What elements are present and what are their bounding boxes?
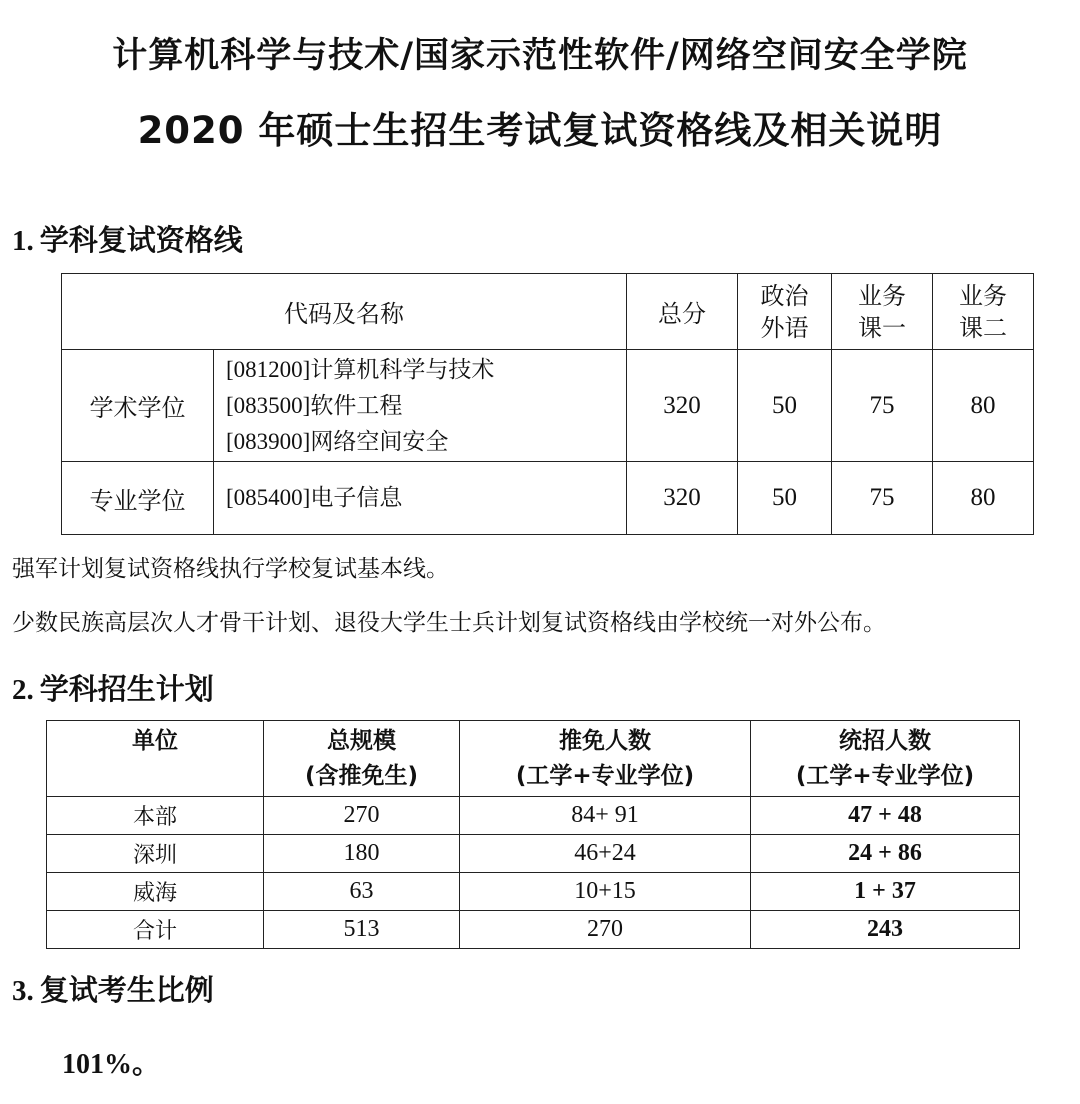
unified-count: 47 + 48: [751, 797, 1020, 835]
total-scale: 513: [264, 911, 460, 949]
unified-count: 243: [751, 911, 1020, 949]
unit-name: 本部: [47, 797, 264, 835]
degree-type: 学术学位: [62, 350, 214, 462]
section-title: 复试考生比例: [39, 973, 214, 1007]
recommended-count: 84+ 91: [460, 797, 751, 835]
section-heading-3: [12, 968, 214, 1009]
total-scale: 270: [264, 797, 460, 835]
qualification-line-table: [61, 273, 1034, 535]
section-heading-1: [12, 218, 243, 259]
header-total-scale: 总规模 (含推免生): [264, 721, 460, 797]
table-row: [62, 462, 1034, 535]
program-list: [214, 350, 627, 462]
unified-count: 24 + 86: [751, 835, 1020, 873]
header-total: 总分: [627, 274, 738, 350]
document-subtitle: 2020 年硕士生招生考试复试资格线及相关说明: [137, 109, 943, 152]
program-name: [083900]网络空间安全: [226, 428, 449, 454]
unit-name: 深圳: [47, 835, 264, 873]
total-score: 320: [627, 462, 738, 535]
course-two-score: 80: [933, 462, 1034, 535]
degree-type: 专业学位: [62, 462, 214, 535]
recommended-count: 10+15: [460, 873, 751, 911]
unit-name: 威海: [47, 873, 264, 911]
politics-score: 50: [738, 350, 832, 462]
recommended-count: 270: [460, 911, 751, 949]
table-header-row: [62, 274, 1034, 350]
unit-name: 合计: [47, 911, 264, 949]
program-list: [214, 462, 627, 535]
table-row: [47, 873, 1020, 911]
section-number: 3.: [12, 975, 34, 1007]
politics-score: 50: [738, 462, 832, 535]
section-number: 1.: [12, 225, 34, 257]
header-politics-language: 政治 外语: [738, 274, 832, 350]
course-one-score: 75: [832, 462, 933, 535]
enrollment-plan-table: [46, 720, 1020, 949]
total-score: 320: [627, 350, 738, 462]
table-row: [47, 835, 1020, 873]
header-code-name: 代码及名称: [62, 274, 627, 350]
header-unit: 单位: [47, 721, 264, 797]
section-title: 学科招生计划: [39, 672, 214, 706]
total-scale: 63: [264, 873, 460, 911]
document-title: 计算机科学与技术/国家示范性软件/网络空间安全学院: [112, 36, 968, 76]
course-one-score: 75: [832, 350, 933, 462]
section-heading-2: [12, 667, 214, 708]
header-recommended: 推免人数 (工学+专业学位): [460, 721, 751, 797]
header-unified: 统招人数 (工学+专业学位): [751, 721, 1020, 797]
note-text: 强军计划复试资格线执行学校复试基本线。: [12, 556, 449, 582]
program-name: [083500]软件工程: [226, 392, 403, 418]
table-row: [47, 911, 1020, 949]
header-course-two: 业务 课二: [933, 274, 1034, 350]
table-row: [62, 350, 1034, 462]
section-number: 2.: [12, 674, 34, 706]
note-text: 少数民族高层次人才骨干计划、退役大学生士兵计划复试资格线由学校统一对外公布。: [12, 610, 886, 636]
table-row: [47, 797, 1020, 835]
unified-count: 1 + 37: [751, 873, 1020, 911]
interview-ratio-value: 101%。: [62, 1049, 161, 1080]
section-title: 学科复试资格线: [39, 223, 243, 257]
table-header-row: [47, 721, 1020, 797]
program-name: [081200]计算机科学与技术: [226, 356, 495, 382]
header-course-one: 业务 课一: [832, 274, 933, 350]
program-name: [085400]电子信息: [226, 485, 403, 510]
course-two-score: 80: [933, 350, 1034, 462]
recommended-count: 46+24: [460, 835, 751, 873]
total-scale: 180: [264, 835, 460, 873]
